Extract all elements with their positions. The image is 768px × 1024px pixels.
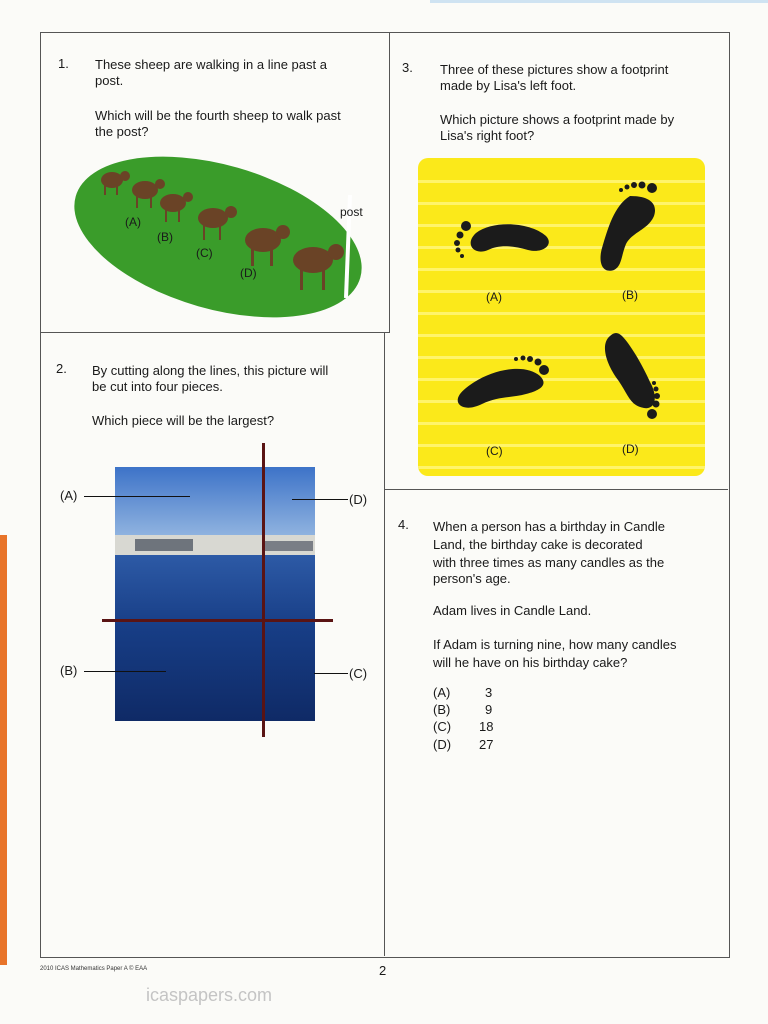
pointer-a (84, 496, 190, 497)
sheep-field-image (70, 150, 380, 325)
q3-line-2: made by Lisa's left foot. (440, 78, 577, 93)
page-edge-strip (0, 535, 7, 965)
pointer-b (84, 671, 166, 672)
q4-line-4: person's age. (433, 571, 511, 586)
q4-line-2: Land, the birthday cake is decorated (433, 537, 643, 552)
q1-line-2: post. (95, 73, 124, 88)
q4-line-5: Adam lives in Candle Land. (433, 603, 592, 618)
site-watermark: icaspapers.com (146, 985, 273, 1005)
q3-line-4: Lisa's right foot? (440, 128, 535, 143)
q2-line-3: Which piece will be the largest? (92, 413, 275, 428)
vertical-cut-line (262, 443, 265, 737)
q4-option-c: (C) 18 (433, 719, 494, 734)
q4-line-1: When a person has a birthday in Candle (433, 519, 665, 534)
harbour-photo (115, 467, 315, 721)
q4-option-d: (D) 27 (433, 737, 494, 752)
q3-line-3: Which picture shows a footprint made by (440, 112, 675, 127)
q1-line-4: the post? (95, 124, 149, 139)
q2-label-d: (D) (349, 492, 368, 507)
pointer-d (292, 499, 348, 500)
footprints-panel (418, 158, 705, 476)
footprint-d-icon (605, 333, 660, 419)
q4-option-a: (A) 3 (433, 685, 493, 700)
q4-line-6: If Adam is turning nine, how many candles (433, 637, 677, 652)
q3-label-c: (C) (486, 444, 503, 458)
q4-option-b: (B) 9 (433, 702, 493, 717)
row-divider-left (40, 332, 390, 333)
footer-copyright: 2010 ICAS Mathematics Paper A © EAA (40, 966, 148, 972)
top-edge-line (430, 0, 768, 3)
q4-line-3: with three times as many candles as the (433, 555, 665, 570)
q2-label-c: (C) (349, 666, 368, 681)
pointer-c (314, 673, 348, 674)
horizontal-cut-line (102, 619, 333, 622)
footprint-a-icon (454, 221, 549, 258)
column-divider-top (389, 32, 390, 332)
footprint-c-icon (458, 356, 549, 408)
q1-number: 1. (58, 56, 69, 71)
q3-label-b: (B) (622, 288, 638, 302)
q2-line-2: be cut into four pieces. (92, 379, 223, 394)
q4-number: 4. (398, 517, 409, 532)
page-number: 2 (379, 963, 387, 978)
q1-label-d: (D) (240, 266, 257, 280)
q4-line-7: will he have on his birthday cake? (433, 655, 628, 670)
row-divider-right (384, 489, 728, 490)
q1-label-post: post (340, 205, 363, 219)
q1-line-3: Which will be the fourth sheep to walk past (95, 108, 341, 123)
q3-line-1: Three of these pictures show a footprint (440, 62, 669, 77)
footprint-b-icon (601, 182, 658, 271)
q1-label-a: (A) (125, 215, 141, 229)
q3-label-d: (D) (622, 442, 639, 456)
q1-label-b: (B) (157, 230, 173, 244)
q2-label-a: (A) (60, 488, 78, 503)
q2-line-1: By cutting along the lines, this picture will (92, 363, 329, 378)
q1-line-1: These sheep are walking in a line past a (95, 57, 327, 72)
q2-label-b: (B) (60, 663, 78, 678)
q2-number: 2. (56, 361, 67, 376)
q1-label-c: (C) (196, 246, 213, 260)
q3-label-a: (A) (486, 290, 502, 304)
column-divider-bottom (384, 332, 385, 956)
q3-number: 3. (402, 60, 413, 75)
